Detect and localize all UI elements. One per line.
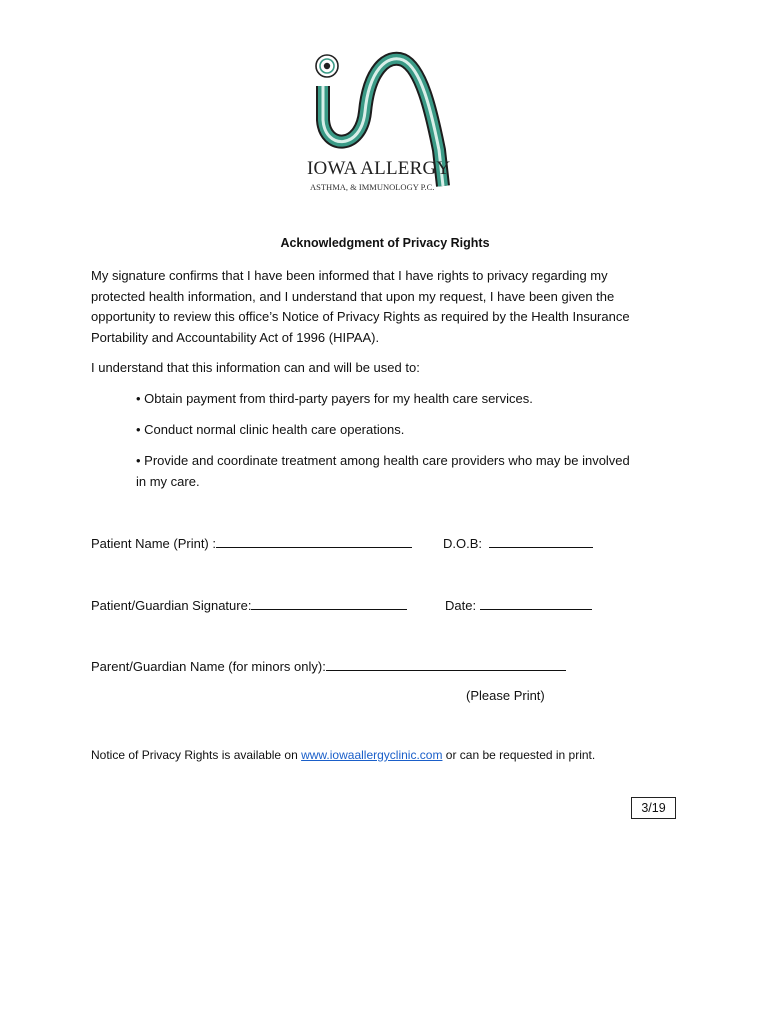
dob-line[interactable] — [489, 534, 593, 548]
usage-intro: I understand that this information can and will be used to: — [91, 360, 420, 375]
clinic-logo — [303, 50, 463, 195]
dob-label: D.O.B: — [443, 536, 483, 551]
signature-field — [91, 596, 407, 613]
dob-field — [443, 534, 593, 551]
notice-text-before: Notice of Privacy Rights is available on — [91, 748, 302, 762]
paragraph-line: protected health information, and I understand that upon my request, I have been given the — [91, 288, 615, 304]
logo-subtitle: ASTHMA, & IMMUNOLOGY P.C. — [310, 182, 435, 192]
bullet-treatment-line2: in my care. — [136, 473, 200, 489]
bullet-operations: • Conduct normal clinic health care operations. — [136, 422, 405, 437]
paragraph-line: Portability and Accountability Act of 1996 (HIPAA). — [91, 329, 380, 345]
acknowledgment-paragraph — [91, 266, 630, 348]
bullet-treatment — [136, 451, 630, 492]
patient-name-line[interactable] — [216, 534, 412, 548]
bullet-payment: • Obtain payment from third-party payers for my health care services. — [136, 391, 533, 406]
signature-label: Patient/Guardian Signature: — [91, 598, 252, 613]
clinic-website-link[interactable]: www.iowaallergyclinic.com — [301, 748, 443, 762]
parent-name-field — [91, 657, 566, 674]
signature-line[interactable] — [251, 596, 407, 610]
logo-name: IOWA ALLERGY — [307, 158, 451, 179]
date-field — [445, 596, 592, 613]
paragraph-line: My signature confirms that I have been informed that I have rights to privacy regarding my — [91, 268, 608, 283]
bullet-treatment-line1: • Provide and coordinate treatment among health care providers who may be involved — [136, 453, 630, 468]
date-label: Date: — [445, 598, 477, 613]
form-version-box: 3/19 — [631, 797, 676, 819]
parent-name-label: Parent/Guardian Name (for minors only): — [91, 659, 326, 674]
paragraph-line: opportunity to review this office’s Notice of Privacy Rights as required by the Health Insurance — [91, 309, 630, 324]
page-title: Acknowledgment of Privacy Rights — [280, 236, 490, 250]
patient-name-label: Patient Name (Print) : — [91, 536, 216, 551]
privacy-notice — [91, 748, 595, 762]
date-line[interactable] — [480, 596, 592, 610]
notice-text-after: or can be requested in print. — [442, 748, 596, 762]
patient-name-field — [91, 534, 412, 551]
parent-name-line[interactable] — [326, 657, 566, 671]
please-print-hint: (Please Print) — [466, 688, 545, 703]
